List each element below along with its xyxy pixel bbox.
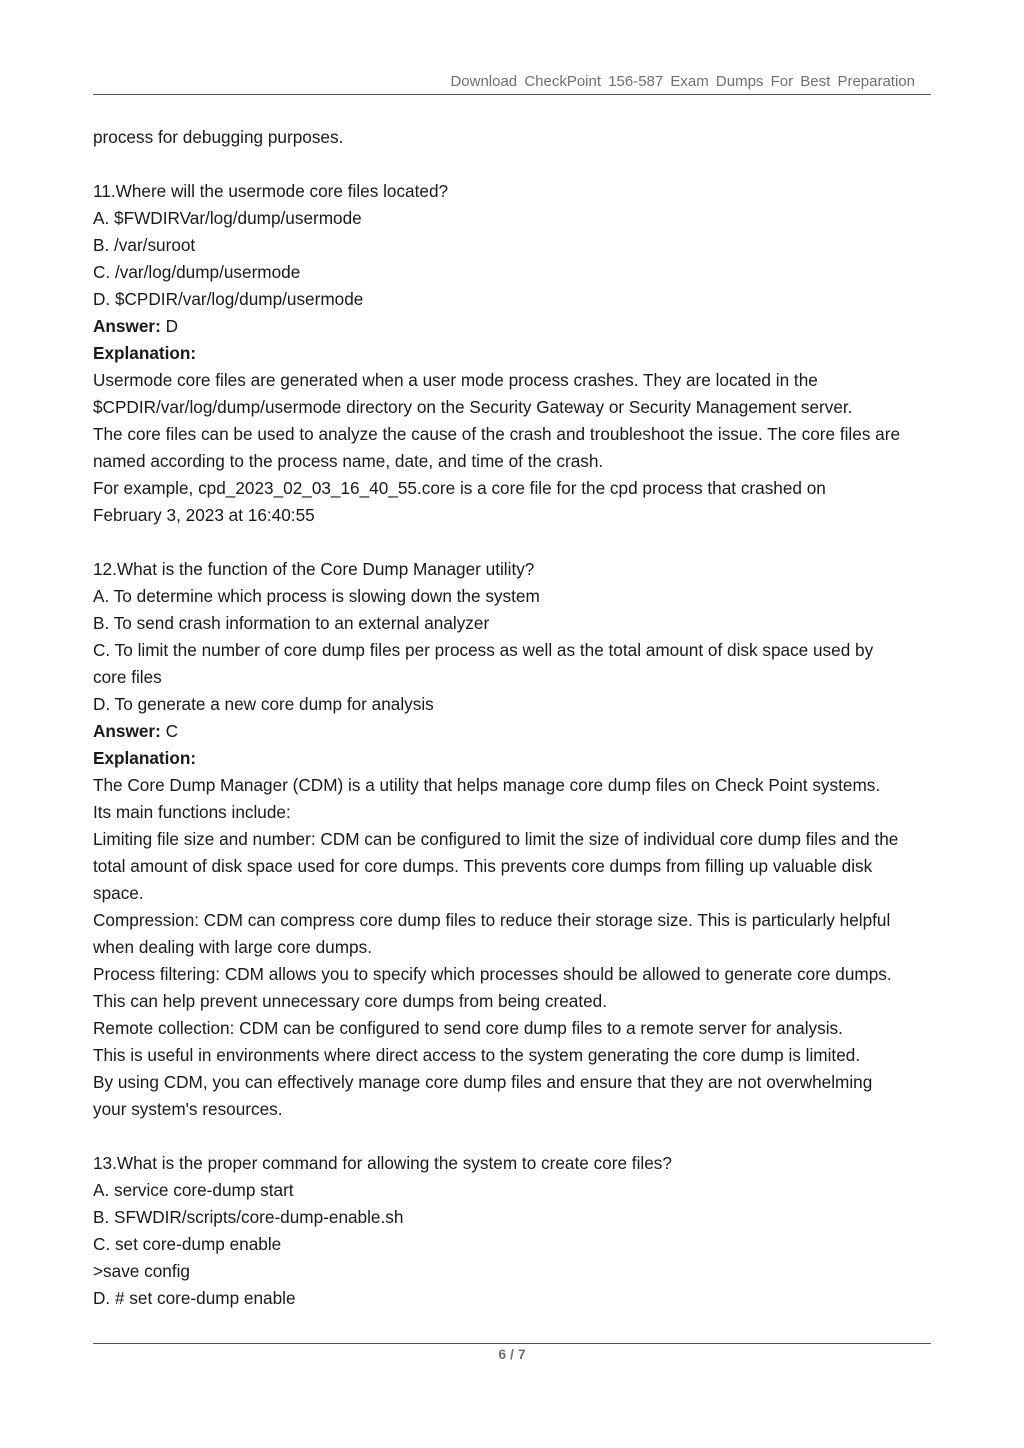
q11-answer: [93, 313, 933, 340]
q12-explanation-line: your system's resources.: [93, 1099, 283, 1119]
q12-explanation-line: Process filtering: CDM allows you to specify which processes should be allowed to generate core dumps.: [93, 964, 892, 984]
q11-option-a: A. $FWDIRVar/log/dump/usermode: [93, 208, 362, 228]
page-header: [93, 72, 931, 95]
q13-option-a: A. service core-dump start: [93, 1180, 294, 1200]
question-13: 13.What is the proper command for allowing the system to create core files?: [93, 1153, 672, 1173]
q11-explanation-line: For example, cpd_2023_02_03_16_40_55.core is a core file for the cpd process that crashed on: [93, 478, 826, 498]
q11-explanation-line: February 3, 2023 at 16:40:55: [93, 505, 315, 525]
q12-explanation-line: Limiting file size and number: CDM can be configured to limit the size of individual core dump files and the: [93, 829, 899, 849]
q12-explanation-line: Compression: CDM can compress core dump files to reduce their storage size. This is particularly helpful: [93, 910, 891, 930]
q12-explanation-label: Explanation:: [93, 748, 197, 768]
q11-option-c: C. /var/log/dump/usermode: [93, 262, 301, 282]
q12-option-c-cont: core files: [93, 667, 162, 687]
q12-explanation-line: By using CDM, you can effectively manage core dump files and ensure that they are not overwhelming: [93, 1072, 873, 1092]
q12-explanation-line: This can help prevent unnecessary core dumps from being created.: [93, 991, 607, 1011]
q11-explanation-line: $CPDIR/var/log/dump/usermode directory on the Security Gateway or Security Management server.: [93, 397, 853, 417]
q12-option-d: D. To generate a new core dump for analysis: [93, 694, 434, 714]
q11-option-d: D. $CPDIR/var/log/dump/usermode: [93, 289, 364, 309]
question-12: 12.What is the function of the Core Dump Manager utility?: [93, 559, 535, 579]
q12-explanation-line: This is useful in environments where direct access to the system generating the core dump is limited.: [93, 1045, 861, 1065]
q11-explanation-line: Usermode core files are generated when a user mode process crashes. They are located in the: [93, 370, 818, 390]
q12-answer: [93, 718, 933, 745]
q12-explanation-line: space.: [93, 883, 144, 903]
intro-text: process for debugging purposes.: [93, 127, 344, 147]
q12-explanation-line: total amount of disk space used for core dumps. This prevents core dumps from filling up valuable disk: [93, 856, 873, 876]
q12-answer-label: Answer:: [93, 721, 161, 741]
q12-explanation-line: when dealing with large core dumps.: [93, 937, 372, 957]
footer-divider: [93, 1343, 931, 1344]
q12-option-b: B. To send crash information to an external analyzer: [93, 613, 490, 633]
q12-explanation-line: The Core Dump Manager (CDM) is a utility that helps manage core dump files on Check Point systems.: [93, 775, 881, 795]
q13-option-d: D. # set core-dump enable: [93, 1288, 296, 1308]
q11-answer-value: D: [160, 316, 178, 336]
q13-option-c: C. set core-dump enable: [93, 1234, 282, 1254]
q12-explanation-line: Remote collection: CDM can be configured to send core dump files to a remote server for analysis.: [93, 1018, 843, 1038]
question-11: 11.Where will the usermode core files located?: [93, 181, 449, 201]
page-content: [93, 124, 933, 1312]
header-title: Download CheckPoint 156-587 Exam Dumps For Best Preparation: [450, 73, 915, 90]
q11-explanation-line: The core files can be used to analyze the cause of the crash and troubleshoot the issue. The core files are: [93, 424, 901, 444]
q13-option-b: B. SFWDIR/scripts/core-dump-enable.sh: [93, 1207, 404, 1227]
q12-answer-value: C: [160, 721, 178, 741]
q12-option-a: A. To determine which process is slowing down the system: [93, 586, 540, 606]
q12-option-c: C. To limit the number of core dump files per process as well as the total amount of disk space used by: [93, 640, 874, 660]
q11-option-b: B. /var/suroot: [93, 235, 196, 255]
q11-answer-label: Answer:: [93, 316, 161, 336]
page-number: 6 / 7: [498, 1346, 526, 1362]
q12-explanation-line: Its main functions include:: [93, 802, 291, 822]
q11-explanation-label: Explanation:: [93, 343, 197, 363]
q13-option-c-cont: >save config: [93, 1261, 190, 1281]
q11-explanation-line: named according to the process name, date, and time of the crash.: [93, 451, 604, 471]
